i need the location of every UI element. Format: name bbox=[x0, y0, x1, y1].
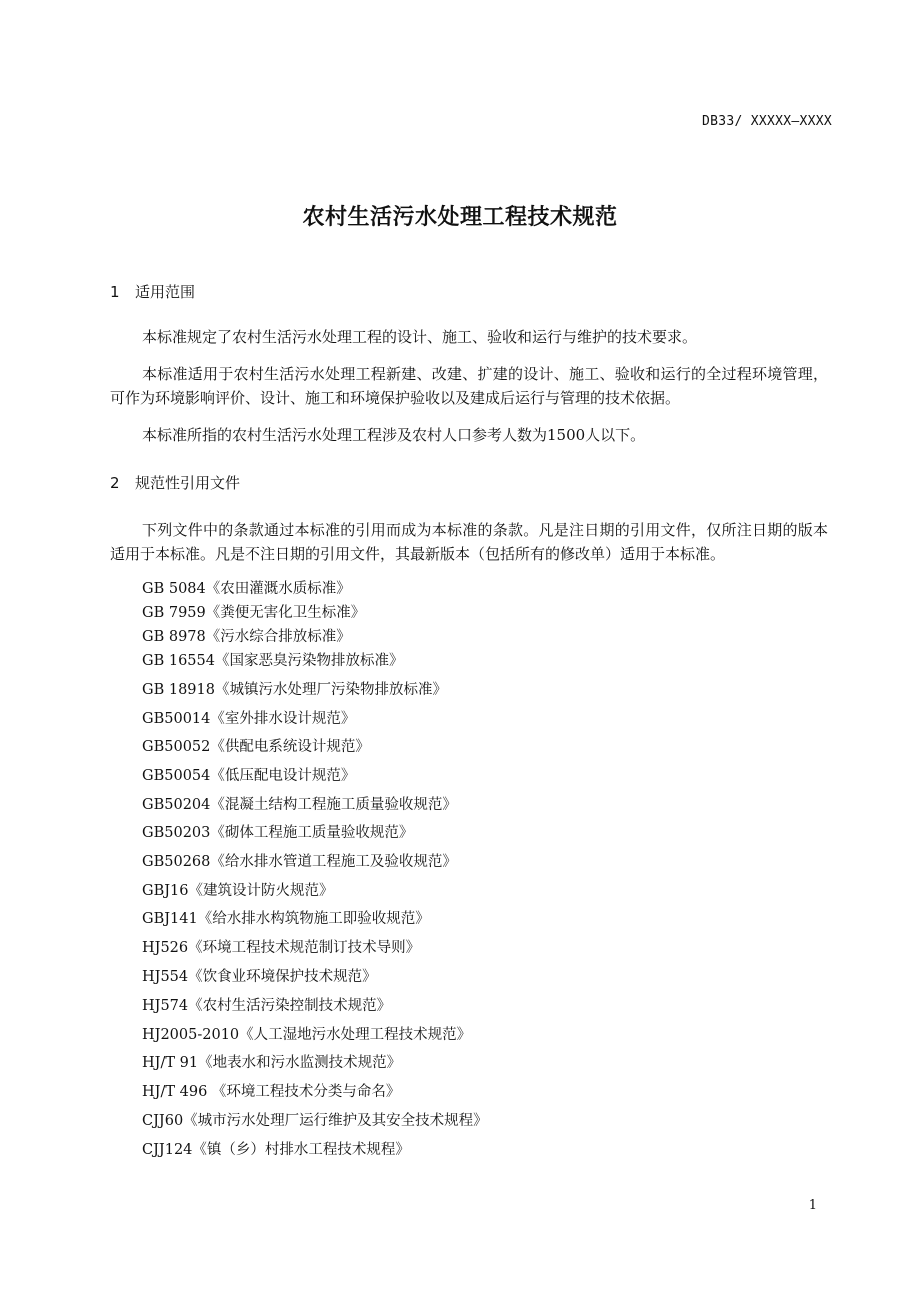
page-number: 1 bbox=[808, 1198, 817, 1213]
section-2-heading bbox=[110, 472, 240, 493]
reference-item: GB50204《混凝土结构工程施工质量验收规范》 bbox=[142, 797, 457, 813]
reference-item: HJ574《农村生活污染控制技术规范》 bbox=[142, 998, 392, 1014]
document-title: 农村生活污水处理工程技术规范 bbox=[302, 205, 618, 230]
section-title: 适用范围 bbox=[135, 283, 196, 301]
reference-item: GB50203《砌体工程施工质量验收规范》 bbox=[142, 825, 414, 841]
paragraph: 下列文件中的条款通过本标准的引用而成为本标准的条款。凡是注日期的引用文件，仅所注日期的版本适用于本标准。凡是不注日期的引用文件，其最新版本（包括所有的修改单）适用于本标准。 bbox=[110, 521, 828, 563]
paragraph: 本标准所指的农村生活污水处理工程涉及农村人口参考人数为1500人以下。 bbox=[142, 426, 646, 444]
reference-item: GB50268《给水排水管道工程施工及验收规范》 bbox=[142, 854, 457, 870]
reference-item: GB50054《低压配电设计规范》 bbox=[142, 768, 356, 784]
reference-item: GB 18918《城镇污水处理厂污染物排放标准》 bbox=[142, 682, 447, 698]
reference-item: HJ554《饮食业环境保护技术规范》 bbox=[142, 969, 377, 985]
reference-item: CJJ124《镇（乡）村排水工程技术规程》 bbox=[142, 1142, 410, 1158]
section-number: 2 bbox=[110, 474, 120, 492]
reference-item: GB 5084《农田灌溉水质标准》 bbox=[142, 581, 351, 597]
reference-item: GB 16554《国家恶臭污染物排放标准》 bbox=[142, 653, 404, 669]
reference-item: GB50052《供配电系统设计规范》 bbox=[142, 739, 370, 755]
reference-item: HJ/T 91《地表水和污水监测技术规范》 bbox=[142, 1055, 402, 1071]
paragraph: 本标准规定了农村生活污水处理工程的设计、施工、验收和运行与维护的技术要求。 bbox=[142, 328, 698, 346]
reference-item: GBJ16《建筑设计防火规范》 bbox=[142, 883, 334, 899]
section-title: 规范性引用文件 bbox=[135, 474, 241, 492]
reference-item: GB 8978《污水综合排放标准》 bbox=[142, 629, 351, 645]
reference-item: CJJ60《城市污水处理厂运行维护及其安全技术规程》 bbox=[142, 1113, 488, 1129]
reference-item: GB 7959《粪便无害化卫生标准》 bbox=[142, 605, 366, 621]
section-1-heading bbox=[110, 281, 195, 302]
paragraph: 本标准适用于农村生活污水处理工程新建、改建、扩建的设计、施工、验收和运行的全过程环境管理，可作为环境影响评价、设计、施工和环境保护验收以及建成后运行与管理的技术依据。 bbox=[110, 365, 828, 407]
reference-item: HJ/T 496 《环境工程技术分类与命名》 bbox=[142, 1084, 401, 1100]
reference-item: HJ526《环境工程技术规范制订技术导则》 bbox=[142, 940, 421, 956]
reference-item: GB50014《室外排水设计规范》 bbox=[142, 711, 356, 727]
standard-code: DB33/ XXXXX—XXXX bbox=[701, 114, 832, 129]
reference-item: GBJ141《给水排水构筑物施工即验收规范》 bbox=[142, 911, 430, 927]
section-number: 1 bbox=[110, 283, 120, 301]
reference-item: HJ2005-2010《人工湿地污水处理工程技术规范》 bbox=[142, 1027, 472, 1043]
